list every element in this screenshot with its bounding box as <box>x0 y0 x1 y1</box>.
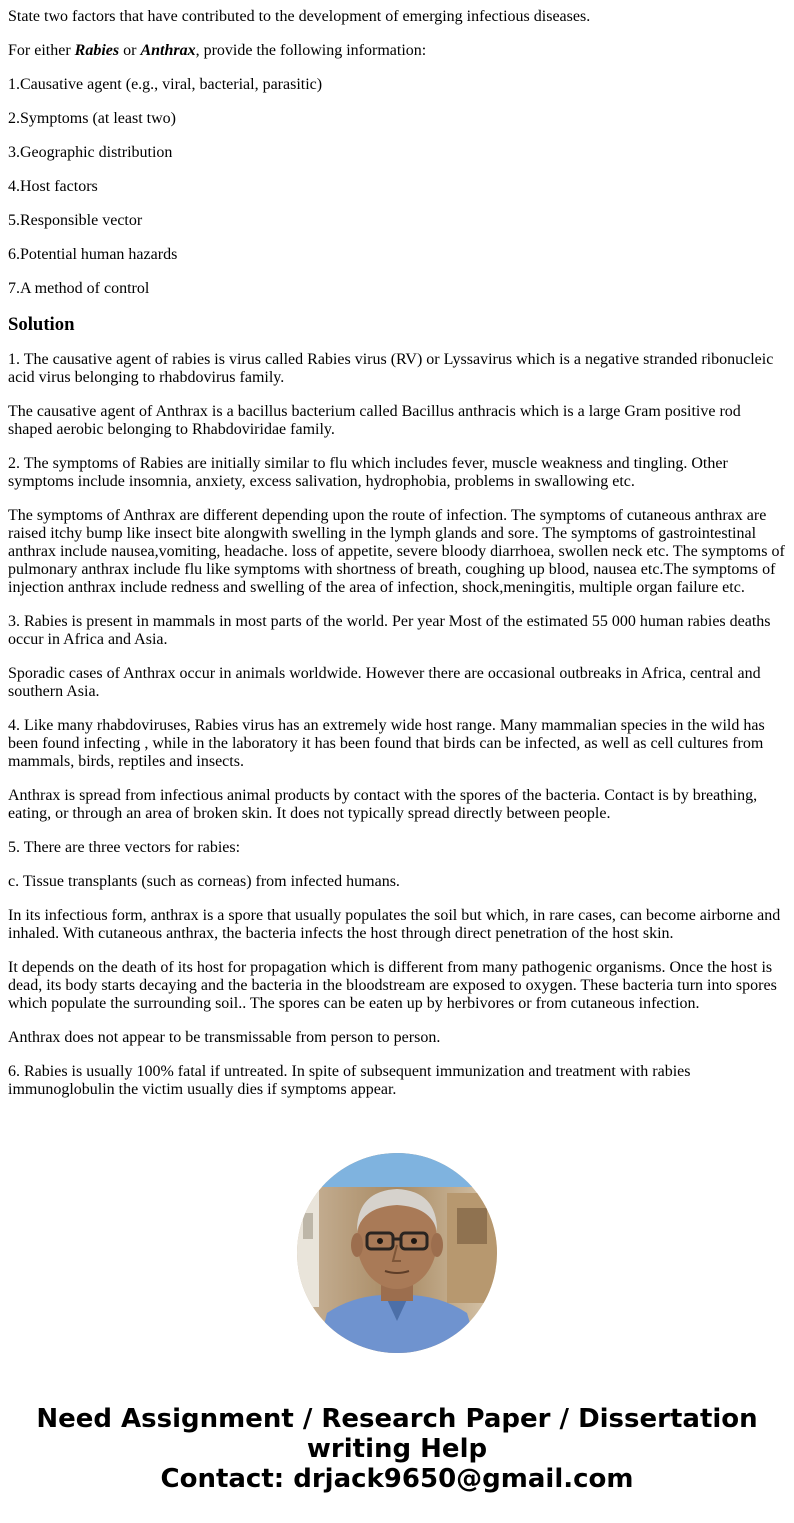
question-item: 4.Host factors <box>8 178 98 195</box>
question-intro: State two factors that have contributed to the development of emerging infectious diseases. <box>8 8 591 25</box>
solution-paragraph: The symptoms of Anthrax are different depending upon the route of infection. The symptoms of cutaneous anthrax are raised itchy bump like insect bite alongwith swelling in the lymph glands and sore. The symptoms of gastrointestinal anthrax include nausea,vomiting, headache. loss of appetite, severe bloody diarrhoea, swollen neck etc. The symptoms of pulmonary anthrax include flu like symptoms with shortness of breath, coughing up blood, nausea etc.The symptoms of injection anthrax include redness and swelling of the area of infection, shock,meningitis, multiple organ failure etc. <box>8 507 785 596</box>
promo-banner <box>0 1404 794 1494</box>
question-item: 6.Potential human hazards <box>8 246 178 263</box>
solution-paragraph: Anthrax does not appear to be transmissable from person to person. <box>8 1029 441 1046</box>
solution-paragraph: It depends on the death of its host for propagation which is different from many pathogenic organisms. Once the host is dead, its body starts decaying and the bacteria in the bloodstream are exposed to oxygen. These bacteria turn into spores which populate the surrounding soil.. The spores can be eaten up by herbivores or from cutaneous infection. <box>8 959 777 1012</box>
solution-heading: Solution <box>8 314 75 335</box>
question-item: 2.Symptoms (at least two) <box>8 110 176 127</box>
question-choice <box>8 42 786 60</box>
question-item: 3.Geographic distribution <box>8 144 173 161</box>
author-portrait-icon <box>297 1153 497 1353</box>
solution-paragraph: 5. There are three vectors for rabies: <box>8 839 241 856</box>
solution-paragraph: The causative agent of Anthrax is a bacillus bacterium called Bacillus anthracis which is a large Gram positive rod shaped aerobic belonging to Rhabdoviridae family. <box>8 403 741 438</box>
question-item: 7.A method of control <box>8 280 150 297</box>
question-item: 1.Causative agent (e.g., viral, bacterial, parasitic) <box>8 76 323 93</box>
promo-contact: Contact: drjack9650@gmail.com <box>160 1464 634 1494</box>
solution-paragraph: In its infectious form, anthrax is a spore that usually populates the soil but which, in rare cases, can become airborne and inhaled. With cutaneous anthrax, the bacteria infects the host through direct penetration of the host skin. <box>8 907 781 942</box>
rabies-term: Rabies <box>74 42 120 59</box>
solution-paragraph: 2. The symptoms of Rabies are initially similar to flu which includes fever, muscle weakness and tingling. Other symptoms include insomnia, anxiety, excess salivation, hydrophobia, problems in swallowing etc. <box>8 455 728 490</box>
solution-paragraph: 3. Rabies is present in mammals in most parts of the world. Per year Most of the estimated 55 000 human rabies deaths occur in Africa and Asia. <box>8 613 771 648</box>
anthrax-term: Anthrax <box>140 42 196 59</box>
solution-paragraph: c. Tissue transplants (such as corneas) from infected humans. <box>8 873 400 890</box>
question-item: 5.Responsible vector <box>8 212 143 229</box>
solution-paragraph: 4. Like many rhabdoviruses, Rabies virus has an extremely wide host range. Many mammalian species in the wild has been found infecting , while in the laboratory it has been found that birds can be infected, as well as cell cultures from mammals, birds, reptiles and insects. <box>8 717 765 770</box>
solution-paragraph: Sporadic cases of Anthrax occur in animals worldwide. However there are occasional outbreaks in Africa, central and southern Asia. <box>8 665 761 700</box>
solution-paragraph: 1. The causative agent of rabies is virus called Rabies virus (RV) or Lyssavirus which is a negative stranded ribonucleic acid virus belonging to rhabdovirus family. <box>8 351 774 386</box>
promo-line: writing Help <box>306 1434 488 1464</box>
solution-paragraph: 6. Rabies is usually 100% fatal if untreated. In spite of subsequent immunization and treatment with rabies immunoglobulin the victim usually dies if symptoms appear. <box>8 1063 691 1098</box>
choice-or: or <box>119 42 141 59</box>
author-photo <box>297 1153 497 1353</box>
solution-paragraph: Anthrax is spread from infectious animal products by contact with the spores of the bacteria. Contact is by breathing, eating, or through an area of broken skin. It does not typically spread directly between people. <box>8 787 758 822</box>
choice-prefix: For either <box>8 42 75 59</box>
choice-suffix: , provide the following information: <box>195 42 427 59</box>
promo-line: Need Assignment / Research Paper / Dissertation <box>36 1404 758 1434</box>
document-content <box>8 8 786 1115</box>
